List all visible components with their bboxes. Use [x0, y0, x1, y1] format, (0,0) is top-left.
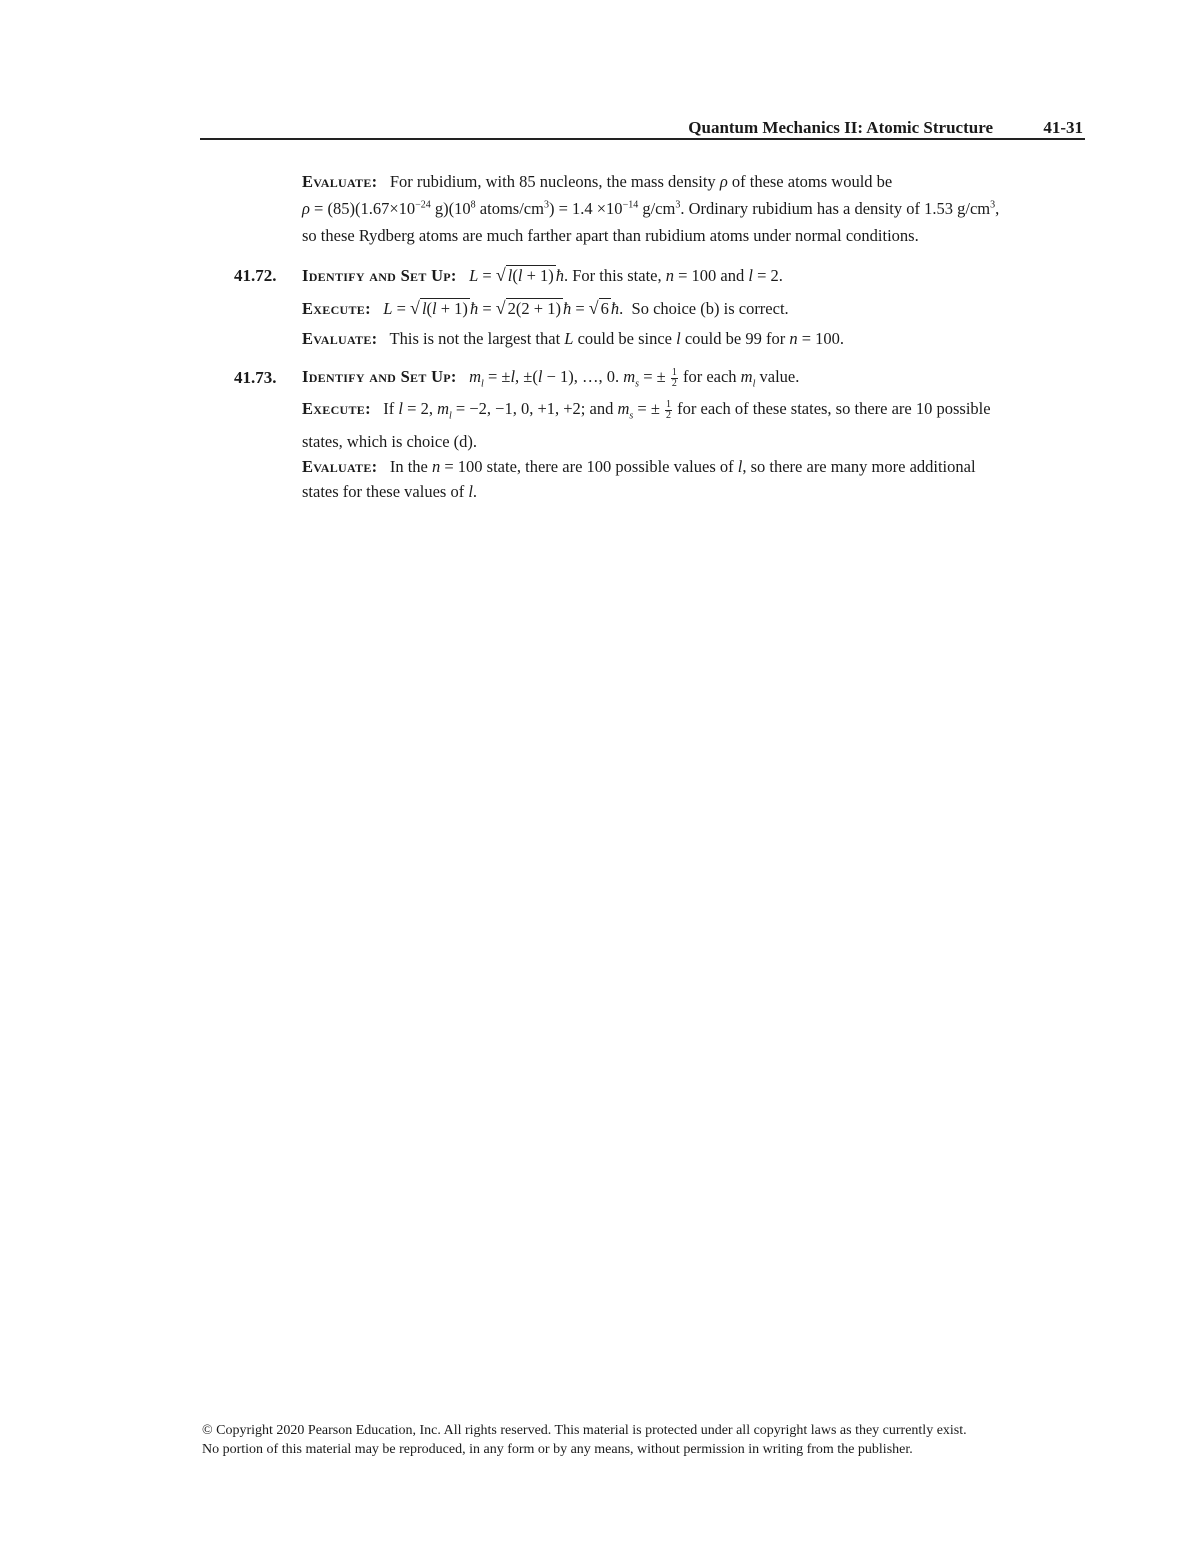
execute-label: Execute:	[302, 299, 371, 318]
carryover-line-1	[302, 172, 892, 192]
problem-number: 41.73.	[234, 368, 277, 387]
identify-line: Identify and Set Up: $m_l = \pm l$, ±(l − 1), …, 0. $m_s$ = ± $\frac{1}{2}$ for each $m_l$ value.	[302, 366, 800, 390]
problem-number: 41.72.	[234, 266, 277, 285]
evaluate-line-2: states for these values of l.	[302, 482, 478, 501]
running-header	[200, 116, 1085, 140]
carryover-text-1: For rubidium, with 85 nucleons, the mass density ρ of these atoms would be	[389, 172, 893, 191]
chapter-title: Quantum Mechanics II: Atomic Structure	[688, 118, 993, 137]
carryover-line-3: so these Rydberg atoms are much farther apart than rubidium atoms under normal conditions.	[302, 226, 919, 245]
evaluate-label: Evaluate:	[302, 457, 378, 476]
identify-line: Identify and Set Up: L = √ l(l + 1) ħ. For this state, n = 100 and l = 2.	[302, 265, 783, 285]
evaluate-label: Evaluate:	[302, 172, 378, 191]
carryover-line-2: $\rho = (85)(1.67\times 10^{-24}$ $g)(10^8$ atoms/$cm^3) = 1.4 \times 10^{-14}$ $g/cm^3$. Ordinary rubidium has a density of 1.53 $g/cm^3$,	[302, 199, 1000, 218]
execute-label: Execute:	[302, 399, 371, 418]
copyright-line: © Copyright 2020 Pearson Education, Inc. All rights reserved. This material is protected under all copyright laws as they currently exist.	[202, 1423, 967, 1438]
page-number: 41-31	[1043, 118, 1083, 137]
identify-label: Identify and Set Up:	[302, 266, 457, 285]
evaluate-line: Evaluate: This is not the largest that L could be since l could be 99 for n = 100.	[302, 329, 845, 348]
execute-line: Execute: If l = 2, $m_l = -2$, −1, 0, +1, +2; and $m_s$ = ± $\frac{1}{2}$ for each of these states, so there are 10 possible	[302, 398, 991, 422]
execute-line: Execute: L = √ l(l + 1) ħ = √ 2(2 + 1) ħ = √ 6 ħ. So choice (b) is correct.	[302, 298, 789, 318]
evaluate-label: Evaluate:	[302, 329, 378, 348]
permission-line: No portion of this material may be reproduced, in any form or by any means, without permission in writing from the publisher.	[202, 1442, 913, 1457]
identify-label: Identify and Set Up:	[302, 367, 457, 386]
execute-line-2: states, which is choice (d).	[302, 432, 478, 451]
evaluate-line: Evaluate: In the n = 100 state, there are 100 possible values of l, so there are many more additional	[302, 457, 976, 476]
